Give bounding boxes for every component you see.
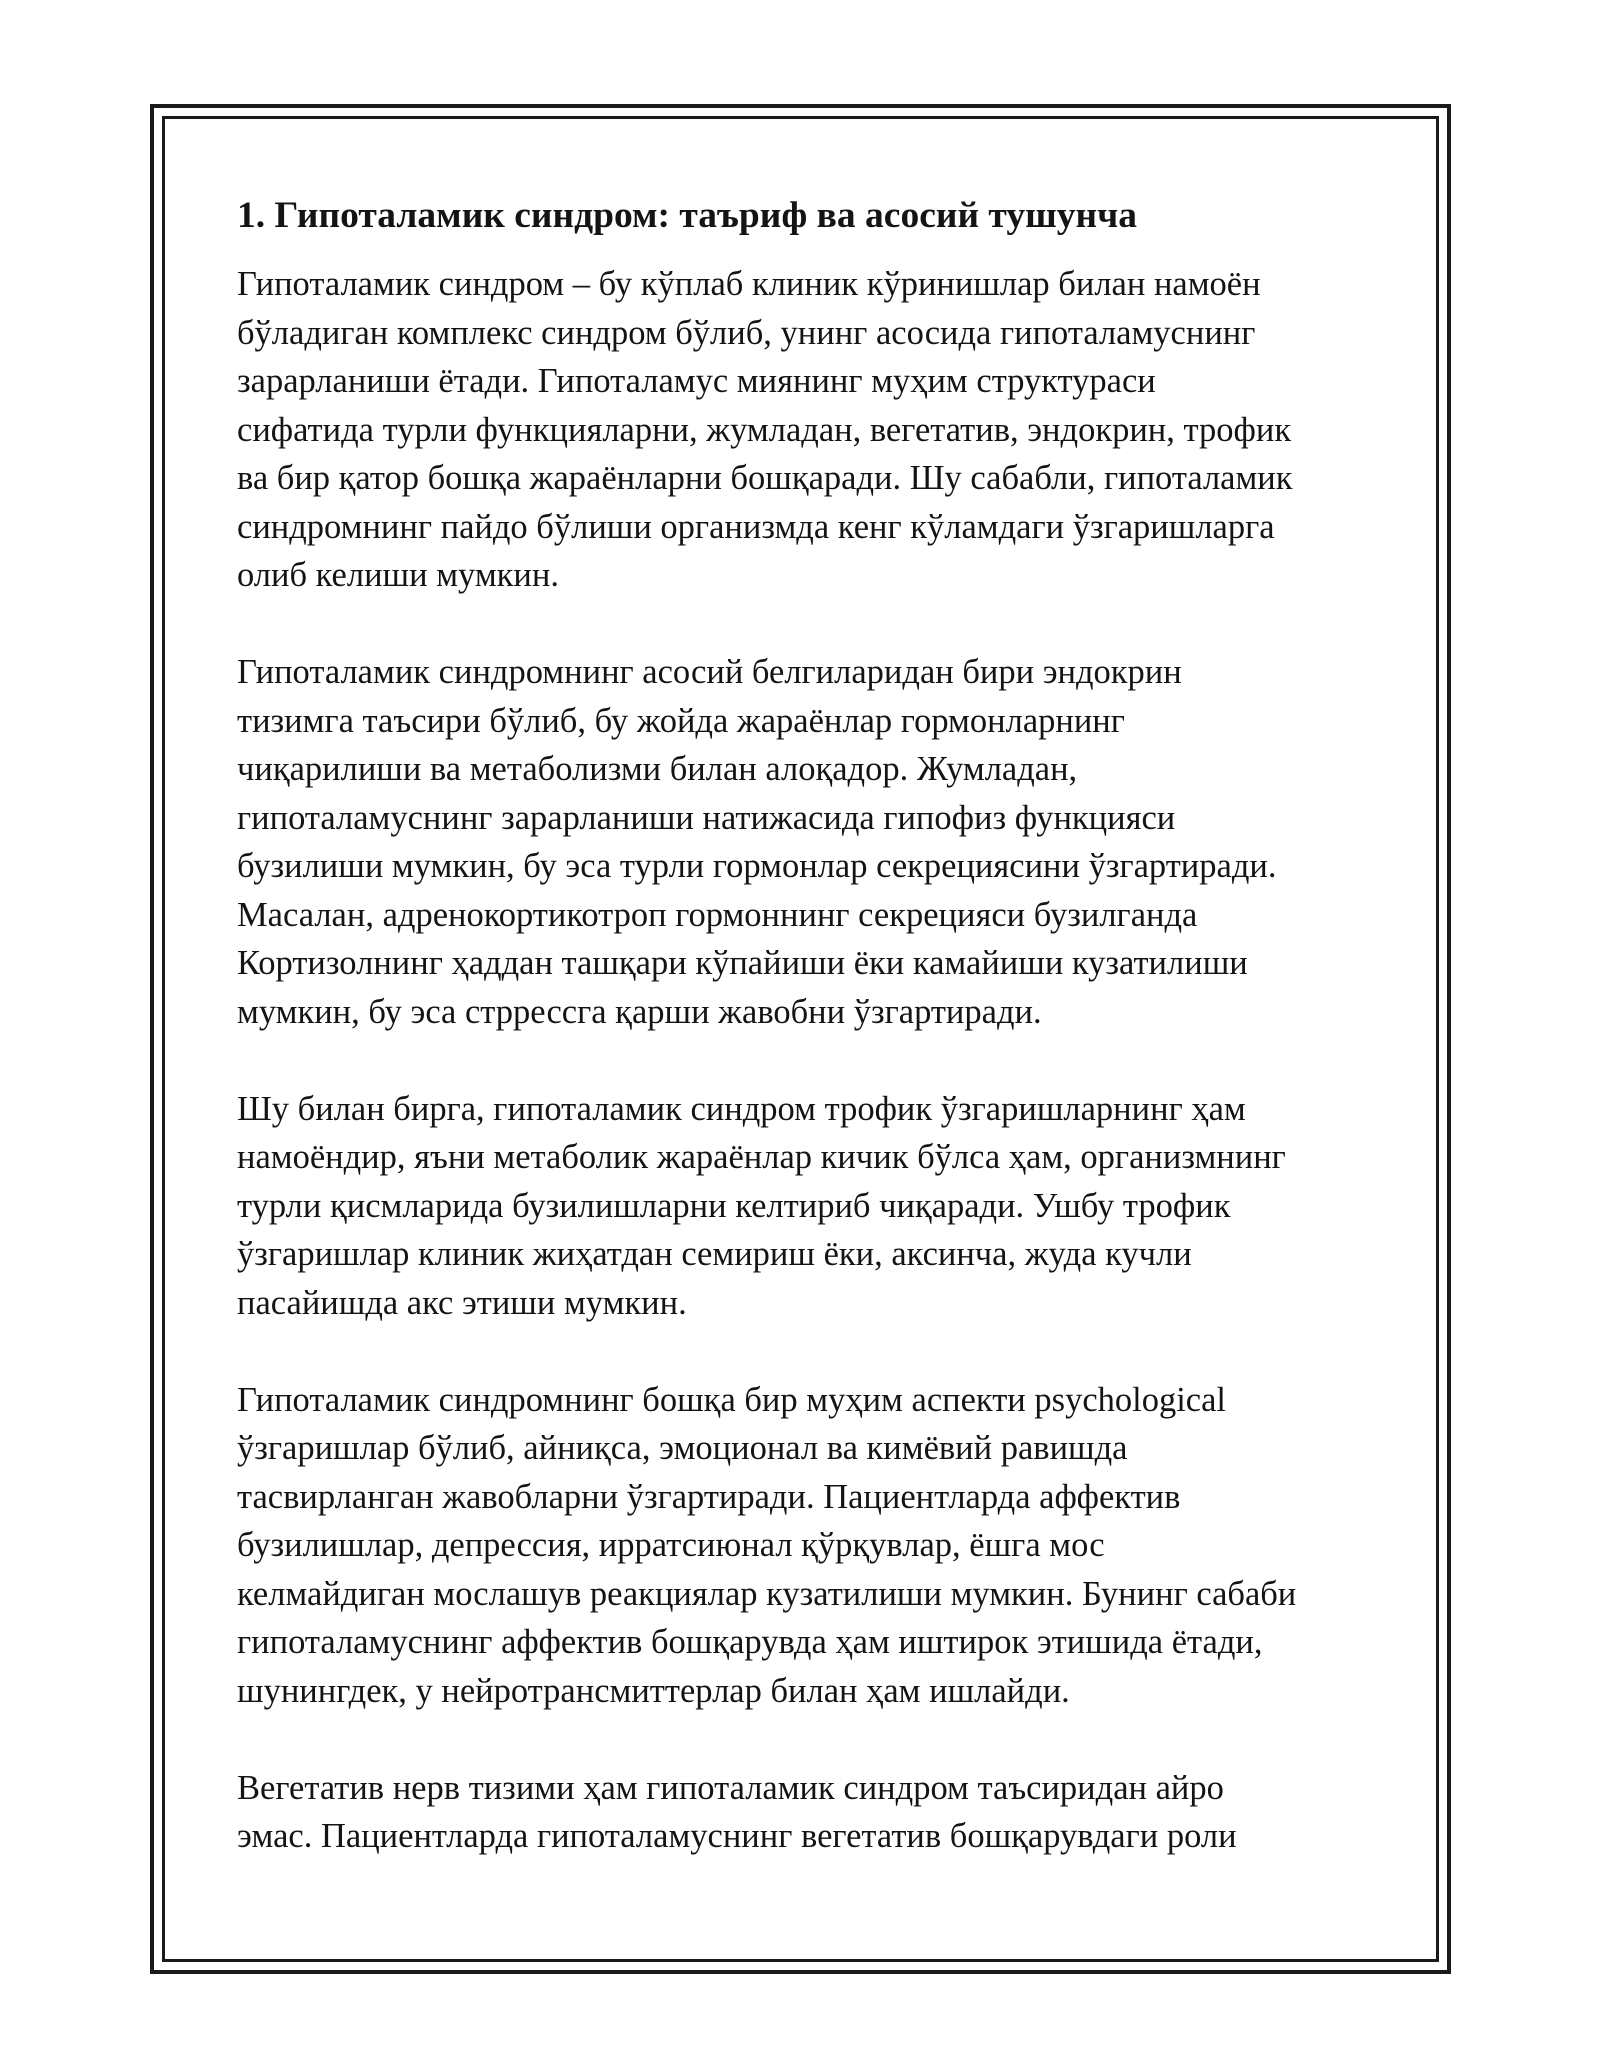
text-line: келмайдиган мослашув реакциялар кузатилиши мумкин. Бунинг сабаби: [237, 1574, 1297, 1613]
paragraph-spacer: [237, 600, 1387, 649]
text-line: бузилиши мумкин, бу эса турли гормонлар секрециясини ўзгартиради.: [237, 847, 1277, 885]
section-heading: 1. Гипоталамик синдром: таъриф ва асосий тушунча: [237, 195, 1138, 236]
text-line: сифатида турли функцияларни, жумладан, вегетатив, эндокрин, трофик: [237, 410, 1292, 449]
text-line: мумкин, бу эса стррессга қарши жавобни ўзгартиради.: [237, 992, 1042, 1031]
text-line: бўладиган комплекс синдром бўлиб, унинг асосида гипоталамуснинг: [237, 313, 1256, 352]
text-line: синдромнинг пайдо бўлиши организмда кенг кўламдаги ўзгаришларга: [237, 507, 1275, 546]
text-line: намоёндир, яъни метаболик жараёнлар кичик бўлса ҳам, организмнинг: [237, 1138, 1286, 1176]
paragraph-spacer: [237, 1327, 1387, 1376]
text-line: Кортизолнинг ҳаддан ташқари кўпайиши ёки камайиши кузатилиши: [237, 944, 1248, 982]
text-line: чиқарилиши ва метаболизми билан алоқадор. Жумладан,: [237, 750, 1078, 788]
paragraph-3: [237, 1085, 1387, 1328]
paragraph-2: [237, 648, 1387, 1036]
paragraph-4: [237, 1376, 1387, 1716]
text-line: зарарланиши ётади. Гипоталамус миянинг муҳим структураси: [237, 362, 1156, 400]
text-line: ва бир қатор бошқа жараёнларни бошқаради. Шу сабабли, гипоталамик: [237, 459, 1293, 497]
text-line: бузилишлар, депрессия, ирратсиюнал қўрқувлар, ёшга мос: [237, 1526, 1105, 1564]
text-line: олиб келиши мумкин.: [237, 556, 559, 594]
text-line: ўзгаришлар клиник жиҳатдан семириш ёки, аксинча, жуда кучли: [237, 1235, 1192, 1273]
paragraph-spacer: [237, 1715, 1387, 1764]
text-line: гипоталамуснинг аффектив бошқарувда ҳам иштирок этишида ётади,: [237, 1623, 1263, 1661]
text-line: пасайишда акс этиши мумкин.: [237, 1283, 687, 1322]
text-line: Гипоталамик синдромнинг асосий белгиларидан бири эндокрин: [237, 653, 1182, 691]
text-line: тизимга таъсири бўлиб, бу жойда жараёнлар гормонларнинг: [237, 701, 1125, 740]
text-line: эмас. Пациентларда гипоталамуснинг вегетатив бошқарувдаги роли: [237, 1817, 1237, 1855]
document-body: [237, 192, 1387, 1861]
text-line: Масалан, адренокортикотроп гормоннинг секрецияси бузилганда: [237, 895, 1198, 934]
text-line: шунингдек, у нейротрансмиттерлар билан ҳам ишлайди.: [237, 1671, 1070, 1710]
paragraph-spacer: [237, 1036, 1387, 1085]
paragraph-5: [237, 1764, 1387, 1861]
text-line: Вегетатив нерв тизими ҳам гипоталамик синдром таъсиридан айро: [237, 1768, 1224, 1807]
text-line: турли қисмларида бузилишларни келтириб чиқаради. Ушбу трофик: [237, 1186, 1231, 1225]
text-line: Шу билан бирга, гипоталамик синдром трофик ўзгаришларнинг ҳам: [237, 1089, 1246, 1128]
paragraph-1: [237, 260, 1387, 600]
text-line: ўзгаришлар бўлиб, айниқса, эмоционал ва кимёвий равишда: [237, 1429, 1128, 1467]
text-line: Гипоталамик синдромнинг бошқа бир муҳим аспекти psychological: [237, 1380, 1227, 1419]
text-line: гипоталамуснинг зарарланиши натижасида гипофиз функцияси: [237, 798, 1176, 837]
text-line: тасвирланган жавобларни ўзгартиради. Пациентларда аффектив: [237, 1477, 1181, 1516]
text-line: Гипоталамик синдром – бу кўплаб клиник кўринишлар билан намоён: [237, 265, 1261, 303]
